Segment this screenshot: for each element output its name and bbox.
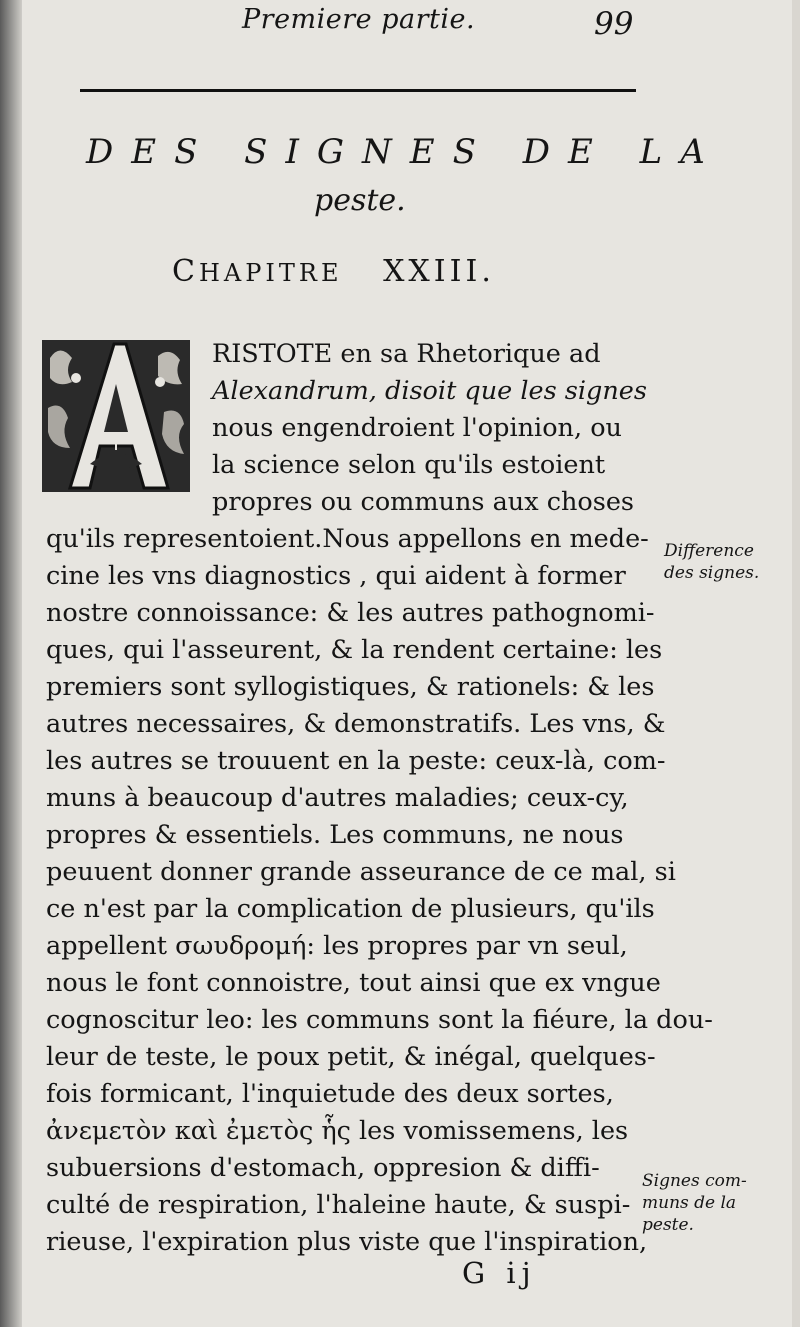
text-line: ques, qui l'asseurent, & la rendent certaine: les bbox=[46, 635, 663, 665]
text-line: propres & essentiels. Les communs, ne nous bbox=[46, 820, 624, 850]
text-line: peuuent donner grande asseurance de ce mal, si bbox=[46, 857, 676, 887]
signature-mark: G ij bbox=[462, 1256, 537, 1290]
text-line: culté de respiration, l'haleine haute, & suspi- bbox=[46, 1190, 631, 1220]
text-line: nous le font connoistre, tout ainsi que ex vngue bbox=[46, 968, 661, 998]
chapter-label-cap: C bbox=[172, 254, 199, 289]
text-line: RISTOTE en sa Rhetorique ad bbox=[212, 339, 601, 369]
book-page bbox=[22, 0, 792, 1327]
text-line: cognoscitur leo: les communs sont la fiéure, la dou- bbox=[46, 1005, 713, 1035]
text-line: autres necessaires, & demonstratifs. Les vns, & bbox=[46, 709, 666, 739]
text-line: les autres se trouuent en la peste: ceux-là, com- bbox=[46, 746, 666, 776]
text-line: subuersions d'estomach, oppresion & diffi- bbox=[46, 1153, 600, 1183]
chapter-number: XXIII. bbox=[383, 254, 495, 289]
chapter-heading bbox=[172, 254, 495, 289]
page-number: 99 bbox=[594, 6, 634, 42]
text-line: leur de teste, le poux petit, & inégal, quelques- bbox=[46, 1042, 656, 1072]
text-line: nostre connoissance: & les autres pathognomi- bbox=[46, 598, 655, 628]
text-line: qu'ils representoient.Nous appellons en mede- bbox=[46, 524, 649, 554]
margin-note-line: des signes. bbox=[664, 563, 760, 583]
running-title: Premiere partie. bbox=[242, 4, 476, 35]
text-line: muns à beaucoup d'autres maladies; ceux-cy, bbox=[46, 783, 629, 813]
section-title: DES SIGNES DE LA bbox=[86, 132, 723, 172]
margin-note-line: muns de la bbox=[642, 1193, 737, 1213]
text-line: propres ou communs aux choses bbox=[212, 487, 635, 517]
text-line: Alexandrum, disoit que les signes bbox=[212, 376, 647, 406]
text-line: premiers sont syllogistiques, & rationels: & les bbox=[46, 672, 655, 702]
header-rule bbox=[80, 89, 636, 92]
margin-note-line: Signes com- bbox=[642, 1171, 747, 1191]
text-line: la science selon qu'ils estoient bbox=[212, 450, 606, 480]
text-line: appellent σωυδρομή: les propres par vn seul, bbox=[46, 931, 628, 961]
margin-note-signes-communs bbox=[642, 1170, 747, 1236]
margin-note-difference bbox=[664, 540, 759, 584]
section-title-continued: peste. bbox=[314, 183, 406, 218]
text-line: rieuse, l'expiration plus viste que l'inspiration, bbox=[46, 1227, 648, 1257]
margin-note-line: peste. bbox=[642, 1215, 694, 1235]
decorated-initial-a-icon bbox=[40, 338, 192, 494]
margin-note-line: Difference bbox=[664, 541, 754, 561]
text-line: fois formicant, l'inquietude des deux sortes, bbox=[46, 1079, 614, 1109]
text-line: nous engendroient l'opinion, ou bbox=[212, 413, 622, 443]
chapter-label-rest: HAPITRE bbox=[198, 259, 343, 287]
text-line: cine les vns diagnostics , qui aident à former bbox=[46, 561, 626, 591]
text-line: ἀνεμετὸν καὶ ἐμετὸς ἧς les vomissemens, les bbox=[46, 1116, 629, 1146]
text-line: ce n'est par la complication de plusieurs, qu'ils bbox=[46, 894, 655, 924]
binding-gutter bbox=[0, 0, 22, 1327]
